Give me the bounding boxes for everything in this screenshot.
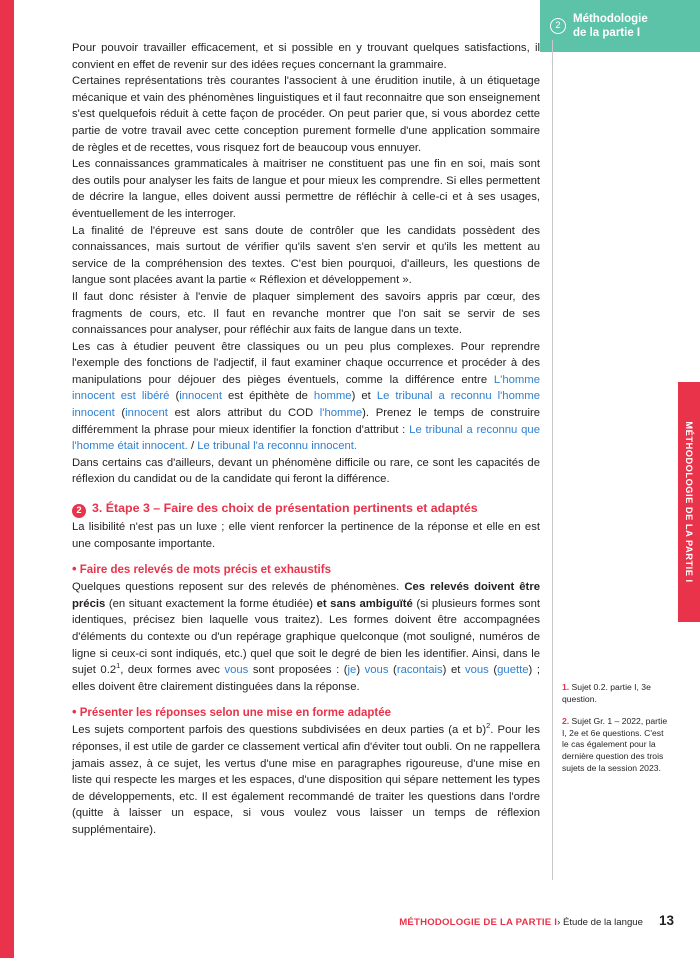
footnote-2-text: Sujet Gr. 1 – 2022, partie I, 2e et 6e questions. C'est le cas également pour la dernière question des trois sujets de la session 2023. [562, 716, 668, 773]
paragraph-9-part-a: Quelques questions reposent sur des relevés de phénomènes. [72, 581, 405, 594]
paragraph-9-part-g: ) [356, 664, 365, 677]
bullet-heading-1 [72, 560, 540, 579]
chapter-header-line1: Méthodologie [573, 13, 648, 25]
emphasis-releves-precis: Ces relevés doivent être précis [72, 581, 541, 610]
section-side-tab-label: MÉTHODOLOGIE DE LA PARTIE I [684, 421, 694, 583]
footnote-ref-2: 2 [486, 721, 491, 731]
section-side-tab [678, 382, 700, 622]
paragraph-9-part-h: ( [388, 664, 397, 677]
example-guette: guette [497, 664, 529, 677]
paragraph-9 [72, 579, 540, 695]
paragraph-6-part-f: est alors attribut du COD [167, 407, 320, 420]
paragraph-6-part-d: ) et [351, 390, 377, 403]
paragraph-5: Il faut donc résister à l'envie de plaquer simplement des savoirs appris par cœur, des fragments de cours, etc. Il faut en revanche montrer que l'on sait se servir de ses connaissances pour analyser, pour réfléchir aux faits de langue dans un texte. [72, 290, 540, 337]
paragraph-9-part-k: ) ; elles doivent être clairement distinguées dans la réponse. [72, 664, 540, 693]
paragraph-4: La finalité de l'épreuve est sans doute de contrôler que les candidats possèdent des connaissances, mais surtout de vérifier qu'ils savent s'en servir et qu'ils les mettent au service de la compréhension des textes. C'est bien pourquoi, d'ailleurs, les questions de langue sont placées avant la partie « Réflexion et développement ». [72, 224, 540, 287]
paragraph-9-part-e: , deux formes avec [120, 664, 225, 677]
chapter-header-tab [540, 0, 700, 52]
paragraph-6-part-a: Les cas à étudier peuvent être classiques ou un peu plus complexes. Pour reprendre l'exemple des fonctions de l'adjectif, il faut examiner chaque occurrence et procéder à des manipulations pour déjouer des pièges éventuels, comme la différence entre [72, 340, 540, 386]
example-homme: homme [313, 390, 352, 403]
chapter-number-badge: 2 [550, 18, 566, 34]
example-racontais: racontais [396, 664, 443, 677]
paragraph-9-part-f: sont proposées : ( [248, 664, 348, 677]
example-je: je [347, 664, 357, 677]
paragraph-8: La lisibilité n'est pas un luxe ; elle vient renforcer la pertinence de la réponse et elle en est une composante importante. [72, 521, 540, 550]
footnotes [562, 682, 668, 785]
paragraph-6 [72, 339, 540, 455]
example-innocent-1: innocent [179, 390, 222, 403]
example-lhomme-innocent-est-libere: L'homme innocent est libéré [72, 373, 540, 403]
paragraph-10-part-a: Les sujets comportent parfois des questions subdivisées en deux parties (a et b) [72, 724, 487, 737]
paragraph-6-part-b: ( [169, 390, 180, 403]
example-innocent-2: innocent [125, 407, 168, 420]
paragraph-9-part-i: ) et [442, 664, 465, 677]
footer-subsection: › Étude de la langue [557, 917, 643, 928]
footnote-1-number: 1. [562, 682, 570, 692]
example-le-tribunal-a-reconnu: Le tribunal a reconnu l'homme innocent [72, 390, 540, 420]
paragraph-6-part-h: / [187, 440, 198, 453]
chapter-header-text [573, 12, 648, 40]
example-vous-3: vous [464, 664, 489, 677]
page-number: 13 [658, 913, 674, 928]
paragraph-6-part-e: ( [114, 407, 126, 420]
bullet-dot-icon-2: • [72, 704, 77, 720]
paragraph-7: Dans certains cas d'ailleurs, devant un phénomène difficile ou rare, ce sont les capacités de réflexion du candidat ou de la candidate qui feront la différence. [72, 456, 540, 486]
paragraph-3: Les connaissances grammaticales à maitriser ne constituent pas une fin en soi, mais sont des outils pour analyser les faits de langue et pour mieux les comprendre. Si elles permettent de décrire la langue, elles doivent aussi permettre de réfléchir à celle-ci et à ses usages, éventuellement de les interroger. [72, 158, 540, 220]
footnote-1-text: Sujet 0.2. partie I, 3e question. [562, 682, 651, 704]
footnote-2 [562, 716, 668, 774]
example-vous-2: vous [364, 664, 389, 677]
paragraph-10-part-b: . Pour les réponses, il est utile de garder ce classement vertical afin d'éviter tout oubli. On ne rappellera jamais assez, à ce sujet, les vertus d'une mise en paragraphes rigoureuse, d'une mise en liste qui respecte les marges et les espaces, d'une disposition qui sépare nettement les types de développements, etc. Il est également recommandé de traiter les questions dans l'ordre (quitte à laisser un espace, si vous voulez vous laisser un temps de réflexion supplémentaire). [72, 724, 540, 836]
left-red-spine [0, 0, 14, 958]
example-lhomme: l'homme [319, 407, 363, 420]
paragraph-9-part-c: (en situant exactement la forme étudiée) [105, 597, 317, 610]
paragraph-10 [72, 722, 540, 838]
bullet-heading-1-label: Faire des relevés de mots précis et exhaustifs [79, 564, 331, 577]
section-heading-3-label: 3. Étape 3 – Faire des choix de présentation pertinents et adaptés [92, 501, 478, 516]
bullet-heading-2 [72, 703, 540, 722]
emphasis-sans-ambiguite: et sans ambiguïté [316, 597, 413, 610]
paragraph-6-part-g: ). Prenez le temps de construire différemment la phrase pour mieux identifier la fonction d'attribut : [72, 407, 541, 436]
section-heading-3 [72, 501, 540, 517]
example-vous-1: vous [224, 664, 249, 677]
example-tribunal-la-reconnu: Le tribunal l'a reconnu innocent. [197, 440, 358, 453]
bullet-heading-2-label: Présenter les réponses selon une mise en forme adaptée [79, 707, 392, 720]
section-heading-badge: 2 [72, 504, 86, 518]
paragraph-9-part-d: (si plusieurs formes sont identiques, précisez bien laquelle vous traitez). Les formes doivent être accompagnées d'éléments du contexte ou d'un repérage graphique quelconque (mot souligné, numéros de ligne si ceux-ci sont indiqués, etc.) quel que soit le degré de bien les identifier. Ainsi, dans le sujet 0.2 [72, 597, 540, 677]
footnote-ref-1: 1 [116, 661, 121, 671]
paragraph-2: Certaines représentations très courantes l'associent à une érudition inutile, à un étiquetage mécanique et vain des phénomènes linguistiques et il faut reconnaitre que son enseignement s'est quelquefois réduit à cette façon de procéder. On peut parier que, si vous abordez cette partie de votre travail avec cette conception purement formelle d'une application sommaire de règles et de recettes, vous risquez fort de beaucoup vous ennuyer. [72, 75, 540, 154]
footnote-2-number: 2. [562, 716, 570, 727]
sidebar-divider [552, 40, 553, 880]
paragraph-1: Pour pouvoir travailler efficacement, et si possible en y trouvant quelques satisfactions, il convient en effet de revenir sur des idées reçues concernant la grammaire. [72, 42, 540, 71]
bullet-dot-icon: • [72, 561, 77, 577]
page-footer [72, 913, 674, 928]
main-text-column [72, 40, 540, 839]
footnote-1 [562, 682, 668, 705]
paragraph-9-part-j: ( [488, 664, 498, 677]
paragraph-6-part-c: est épithète de [221, 390, 314, 403]
chapter-header-line2: de la partie I [573, 27, 641, 39]
example-tribunal-reconnu-que: Le tribunal a reconnu que l'homme était innocent. [72, 423, 540, 453]
footer-section-title: MÉTHODOLOGIE DE LA PARTIE I [399, 917, 558, 928]
